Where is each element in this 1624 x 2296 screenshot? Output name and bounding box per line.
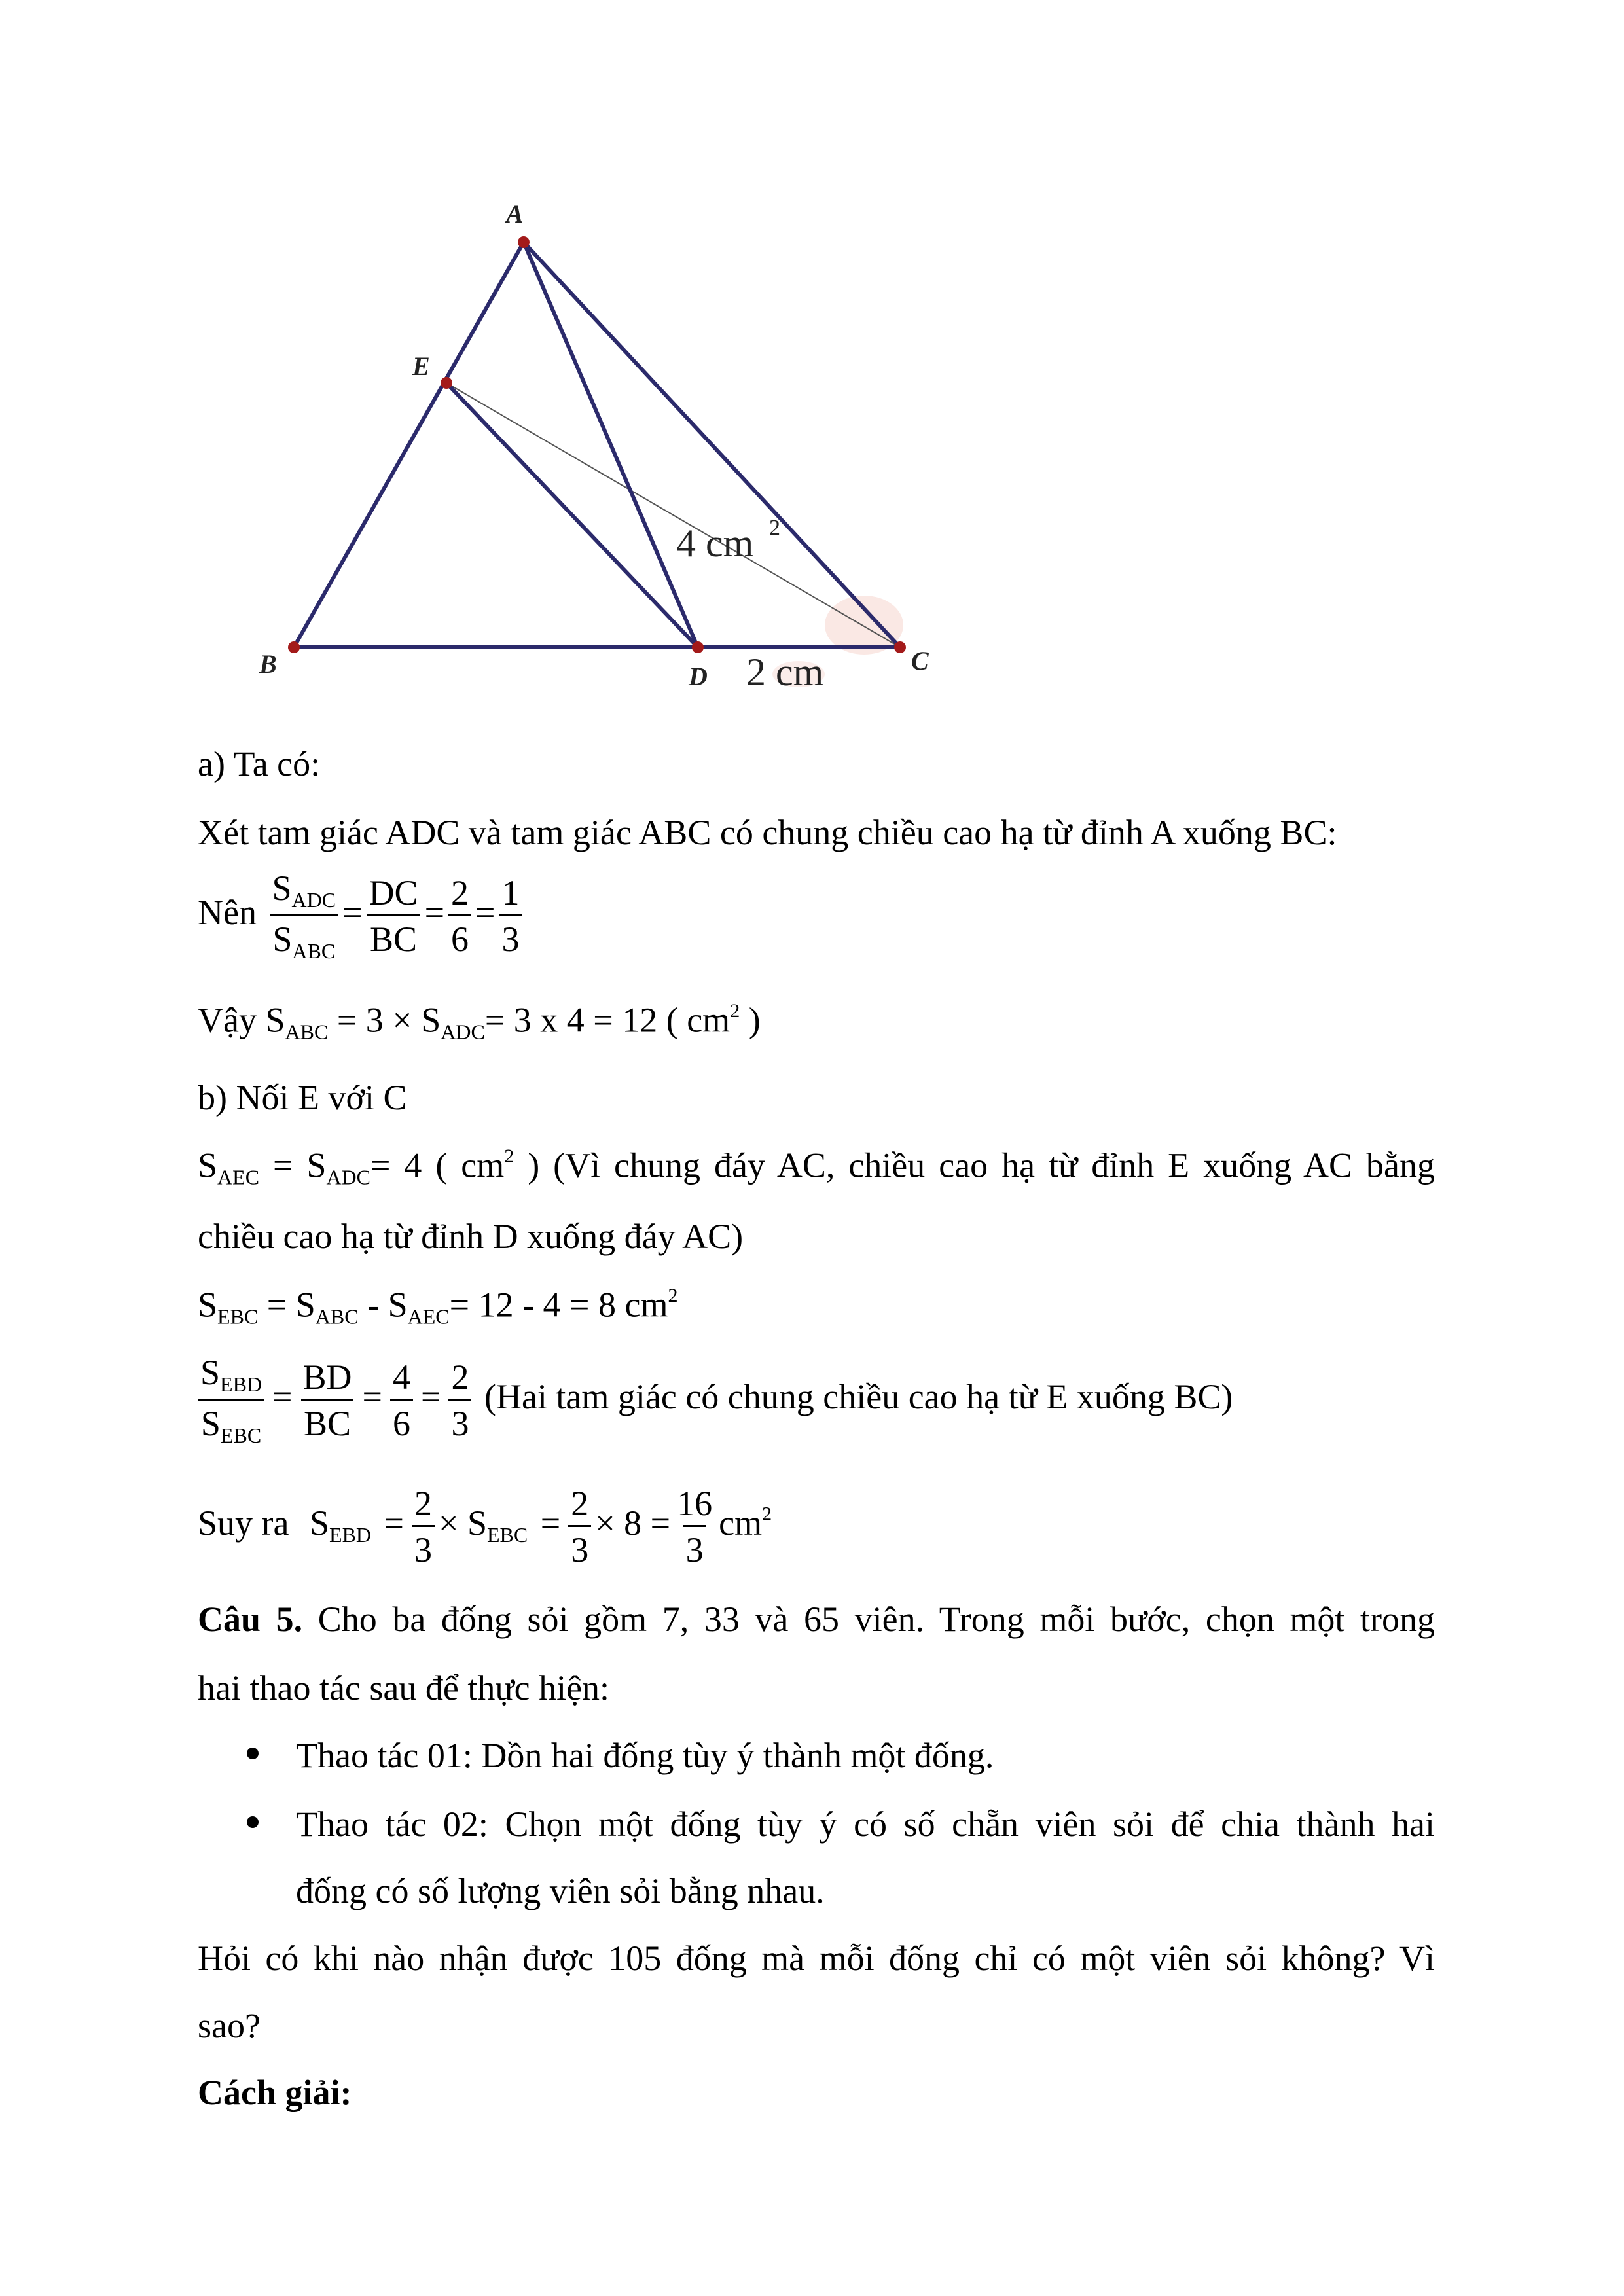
ratio-equation-a: Nên $\frac{S_{ADC}}{S_{ABC}}$ = $\frac{DC}{BC}$ = $\frac{2}{6}$ = $\frac{1}{3}$ <box>198 870 526 961</box>
vay-middle: = 3 × S <box>336 1000 441 1040</box>
vay-result: = 3 x 4 = 12 ( cm <box>484 1000 731 1040</box>
sub-adc: ADC <box>441 1020 485 1044</box>
point-B <box>288 641 300 653</box>
fraction-sadc-sabc <box>269 870 338 961</box>
ratio-note: (Hai tam giác có chung chiều cao hạ từ E xuống BC) <box>484 1377 1233 1417</box>
suy-ra-equation: Suy ra $S_{EBD}$ = $\frac{2}{3}$ × $S_{EBC}$ = $\frac{2}{3}$ × 8 = $\frac{16}{3}$ $cm^2$ <box>198 1484 772 1570</box>
length-label: 2 cm <box>746 651 824 694</box>
label-E: E <box>412 351 430 381</box>
fraction-dc-bc: $\frac{DC}{BC}$ <box>367 875 421 957</box>
segment-AB <box>294 242 524 647</box>
fraction-16-3: $\frac{16}{3}$ <box>677 1484 713 1570</box>
ebc-equation: $S_{EBC} = S_{ABC} - S_{AEC}= 12 - 4 = 8$ $cm^2$ <box>198 1285 678 1329</box>
fraction-2-3: $\frac{2}{3}$ <box>568 1486 591 1568</box>
vay-word: Vậy <box>198 1000 257 1040</box>
fraction-sebd-sebc: $\frac{S_{EBD}}{S_{EBC}}$ <box>198 1355 264 1446</box>
s-symbol: S <box>272 869 292 908</box>
s-symbol: S <box>272 920 293 960</box>
fraction-4-6: $\frac{4}{6}$ <box>390 1359 413 1441</box>
label-D: D <box>689 662 708 691</box>
suy-ra-word: Suy ra <box>198 1503 289 1543</box>
triangle-diagram <box>249 193 962 717</box>
fraction-2-3: $\frac{2}{3}$ <box>448 1359 471 1441</box>
sub-abc: ABC <box>285 1020 329 1044</box>
part-b-heading: b) Nối E với C <box>198 1078 407 1117</box>
point-C <box>894 641 906 653</box>
point-E <box>441 377 452 389</box>
bullet-item-2-line1: Thao tác 02: Chọn một đống tùy ý có số chẵn viên sỏi để chia thành hai <box>296 1804 1435 1844</box>
question-line2: sao? <box>198 2006 261 2045</box>
segment-ED <box>446 383 698 647</box>
area-label: 4 cm <box>676 522 754 565</box>
aec-equation: $S_{AEC} = S_{ADC}= 4$ ( $cm^2$ ) (Vì chung đáy AC, chiều cao hạ từ đỉnh E xuống AC bằng <box>198 1145 1435 1189</box>
s-symbol: S <box>265 1000 285 1040</box>
solution-heading: Cách giải: <box>198 2073 352 2112</box>
cau5-line1: Câu 5. Cho ba đống sỏi gồm 7, 33 và 65 viên. Trong mỗi bước, chọn một trong <box>198 1600 1435 1639</box>
cau5-line2: hai thao tác sau để thực hiện: <box>198 1668 610 1708</box>
segment-EC <box>446 383 900 647</box>
fraction-bd-bc: $\frac{BD}{BC}$ <box>300 1359 355 1441</box>
point-A <box>518 236 530 248</box>
exponent: 2 <box>730 1000 740 1022</box>
part-a-heading: a) Ta có: <box>198 744 321 783</box>
segment-AC <box>524 242 900 647</box>
ratio-equation-b: $\frac{S_{EBD}}{S_{EBC}}$ = $\frac{BD}{BC}$ = $\frac{4}{6}$ = $\frac{2}{3}$ (Hai tam giác có chung chiều cao hạ từ E xuống BC) <box>198 1355 1233 1446</box>
vay-equation <box>198 1001 761 1043</box>
aec-reason-continued: chiều cao hạ từ đỉnh D xuống đáy AC) <box>198 1217 744 1256</box>
fraction-2-6: $\frac{2}{6}$ <box>448 875 471 957</box>
area-exponent: 2 <box>769 516 780 540</box>
bullet-marker-2 <box>247 1816 259 1828</box>
part-a-line1: Xét tam giác ADC và tam giác ABC có chung chiều cao hạ từ đỉnh A xuống BC: <box>198 813 1337 852</box>
segment-AD <box>524 242 698 647</box>
fraction-1-3: $\frac{1}{3}$ <box>499 875 522 957</box>
point-D <box>692 641 704 653</box>
bullet-marker-1 <box>247 1748 259 1759</box>
nen-word: Nên <box>198 893 257 933</box>
bullet-item-2-line2: đống có số lượng viên sỏi bằng nhau. <box>296 1871 825 1910</box>
bullet-item-1: Thao tác 01: Dồn hai đống tùy ý thành một đống. <box>296 1736 994 1775</box>
cau5-label: Câu 5. <box>198 1600 303 1639</box>
question-line1: Hỏi có khi nào nhận được 105 đống mà mỗi đống chỉ có một viên sỏi không? Vì <box>198 1939 1435 1978</box>
vay-close: ) <box>740 1000 761 1040</box>
label-B: B <box>259 649 277 679</box>
sub-adc: ADC <box>291 888 336 912</box>
label-C: C <box>911 646 929 675</box>
triangle-figure <box>249 193 962 717</box>
label-A: A <box>506 199 524 228</box>
fraction-2-3: $\frac{2}{3}$ <box>412 1486 435 1568</box>
sub-abc: ABC <box>292 939 336 963</box>
